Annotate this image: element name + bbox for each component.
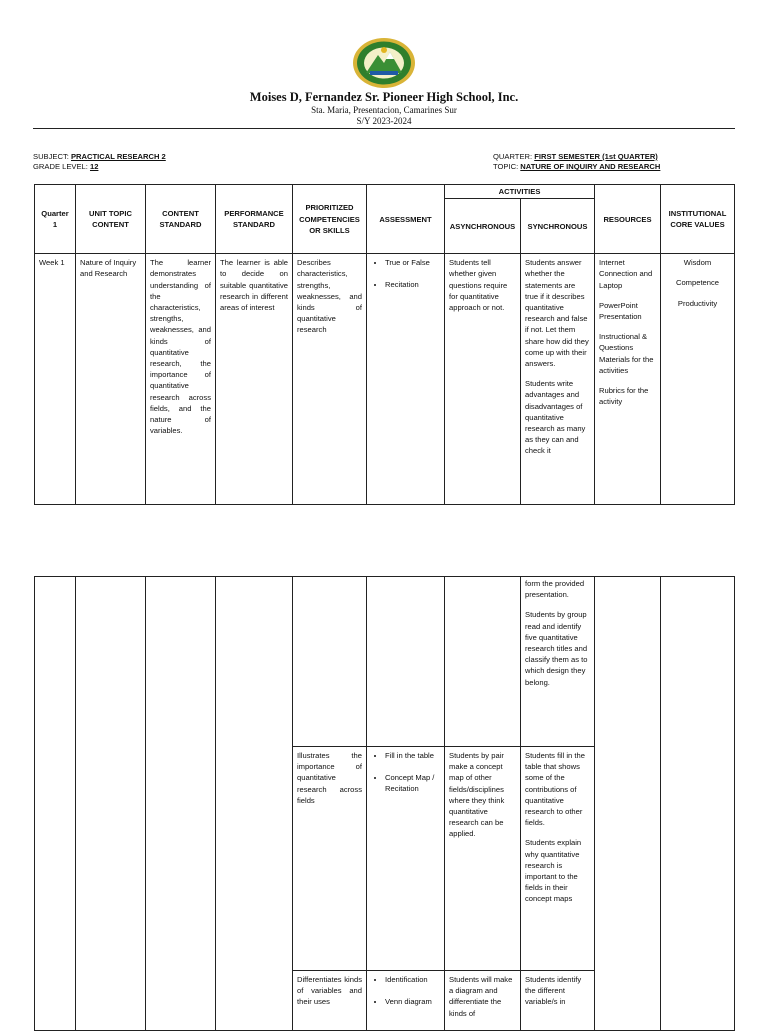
unit-topic-cell: Nature of Inquiry and Research — [76, 254, 146, 505]
synchronous-paragraph: Students answer whether the statements are true if it describes quantitative research and false if not. Let them share how did they come up with their answers. — [525, 258, 589, 369]
synchronous-paragraph: Students identify the different variable/s in — [525, 975, 582, 1007]
assessment-item: • Venn diagram — [385, 996, 440, 1007]
subject-line: SUBJECT: PRACTICAL RESEARCH 2 — [33, 152, 166, 161]
assessment-item: • Fill in the table — [385, 750, 440, 761]
resources-cell — [595, 254, 661, 505]
lesson-plan-table — [34, 184, 735, 505]
synchronous-cell — [521, 747, 595, 971]
empty-cell — [216, 577, 293, 1031]
competency-cell: Illustrates the importance of quantitative research across fields — [293, 747, 367, 971]
table-row — [35, 577, 735, 747]
header-quarter: Quarter 1 — [35, 185, 76, 254]
synchronous-paragraph: Students fill in the table that shows some of the contributions of quantitative research to other fields. — [525, 751, 585, 828]
lesson-plan-table-continued — [34, 576, 735, 1031]
empty-cell — [445, 577, 521, 747]
school-seal-logo — [352, 37, 416, 89]
empty-cell — [146, 577, 216, 1031]
core-value: Competence — [675, 278, 720, 288]
empty-cell — [367, 577, 445, 747]
topic-value: NATURE OF INQUIRY AND RESEARCH — [520, 162, 661, 171]
assessment-item: • True or False — [385, 257, 440, 268]
assessment-cell — [367, 747, 445, 971]
content-standard-cell: The learner demonstrates understanding of the characteristics, strengths, weaknesses, and kinds of quantitative research, the importance of quantitative research across fields, and the nature of variables. — [146, 254, 216, 505]
header-activities: ACTIVITIES — [445, 185, 595, 199]
synchronous-paragraph: form the provided presentation. — [525, 579, 585, 600]
synchronous-cell — [521, 577, 595, 747]
empty-cell — [35, 577, 76, 1031]
synchronous-paragraph: Students by group read and identify five quantitative research titles and classify them as to which design they belong. — [525, 610, 588, 687]
header-resources: RESOURCES — [595, 185, 661, 254]
synchronous-cell — [521, 971, 595, 1031]
empty-cell — [595, 577, 661, 1031]
grade-value: 12 — [89, 162, 99, 171]
header-unit-topic: UNIT TOPIC CONTENT — [76, 185, 146, 254]
grade-line: GRADE LEVEL: 12 — [33, 162, 99, 171]
resource-item: Internet Connection and Laptop — [599, 258, 653, 290]
performance-standard-cell: The learner is able to decide on suitable quantitative research in different areas of interest — [216, 254, 293, 505]
assessment-cell — [367, 254, 445, 505]
school-year: S/Y 2023-2024 — [356, 116, 412, 126]
resource-item: Rubrics for the activity — [599, 386, 649, 407]
subject-value: PRACTICAL RESEARCH 2 — [70, 152, 166, 161]
header-asynchronous: ASYNCHRONOUS — [445, 199, 521, 254]
header-synchronous: SYNCHRONOUS — [521, 199, 595, 254]
asynchronous-cell: Students will make a diagram and differentiate the kinds of — [445, 971, 521, 1031]
synchronous-cell — [521, 254, 595, 505]
resource-item: Instructional & Questions Materials for the activities — [599, 332, 654, 375]
core-value: Wisdom — [683, 258, 712, 268]
core-values-cell — [661, 254, 735, 505]
quarter-value: FIRST SEMESTER (1st QUARTER) — [534, 152, 658, 161]
table-row — [35, 254, 735, 505]
topic-line: TOPIC: NATURE OF INQUIRY AND RESEARCH — [493, 162, 661, 171]
assessment-cell — [367, 971, 445, 1031]
competency-cell: Differentiates kinds of variables and their uses — [293, 971, 367, 1031]
asynchronous-cell: Students tell whether given questions require for quantitative approach or not. — [445, 254, 521, 505]
header-performance-standard: PERFORMANCE STANDARD — [216, 185, 293, 254]
quarter-topic-block — [493, 152, 660, 172]
quarter-line: QUARTER: FIRST SEMESTER (1st QUARTER) — [493, 152, 658, 161]
header-content-standard: CONTENT STANDARD — [146, 185, 216, 254]
resource-item: PowerPoint Presentation — [599, 300, 642, 322]
assessment-item: • Identification — [385, 974, 440, 985]
header-divider — [33, 128, 735, 129]
core-value: Productivity — [677, 298, 718, 308]
week-cell: Week 1 — [35, 254, 76, 505]
school-name: Moises D, Fernandez Sr. Pioneer High School, Inc. — [249, 90, 519, 104]
empty-cell — [661, 577, 735, 1031]
header-assessment: ASSESSMENT — [367, 185, 445, 254]
assessment-item: • Recitation — [385, 279, 440, 290]
competency-cell: Describes characteristics, strengths, weaknesses, and kinds of quantitative research — [293, 254, 367, 505]
empty-cell — [293, 577, 367, 747]
school-address: Sta. Maria, Presentacion, Camarines Sur — [311, 105, 457, 115]
empty-cell — [76, 577, 146, 1031]
header-competencies: PRIORITIZED COMPETENCIES OR SKILLS — [293, 185, 367, 254]
synchronous-paragraph: Students explain why quantitative research is important to the fields in their concept maps — [525, 838, 582, 904]
asynchronous-cell: Students by pair make a concept map of other fields/disciplines where they think quantitative research can be applied. — [445, 747, 521, 971]
assessment-item: • Concept Map / Recitation — [385, 772, 440, 794]
subject-grade-block — [33, 152, 166, 172]
synchronous-paragraph: Students write advantages and disadvantages of quantitative research as many as they can and check it — [525, 379, 586, 456]
header-core-values: INSTITUTIONAL CORE VALUES — [661, 185, 735, 254]
